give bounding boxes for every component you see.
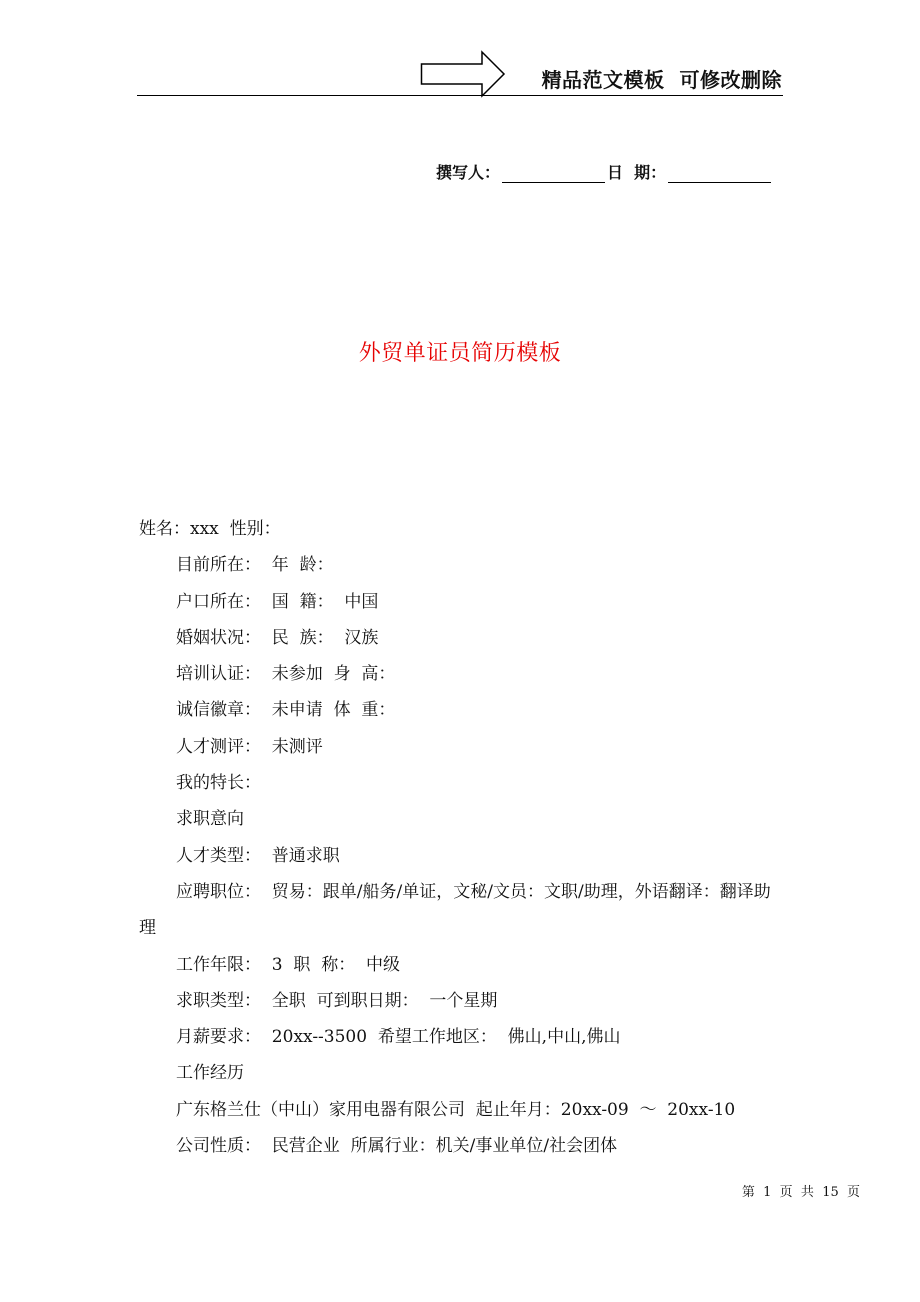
header-rule xyxy=(137,95,783,96)
resume-line: 人才测评： 未测评 xyxy=(176,736,323,757)
resume-line: 我的特长： xyxy=(176,773,261,794)
resume-line: 广东格兰仕（中山）家用电器有限公司 起止年月：20xx-09 ～ 20xx-10 xyxy=(176,1099,736,1120)
resume-line: 人才类型： 普通求职 xyxy=(176,845,340,866)
document-title: 外贸单证员简历模板 xyxy=(358,341,562,366)
arrow-icon xyxy=(420,50,506,98)
section-heading: 求职意向 xyxy=(176,809,244,830)
resume-line: 目前所在： 年 龄： xyxy=(176,555,334,576)
resume-line: 婚姻状况： 民 族： 汉族 xyxy=(176,627,379,648)
resume-line: 求职类型： 全职 可到职日期： 一个星期 xyxy=(176,990,498,1011)
resume-line: 姓名：xxx 性别： xyxy=(139,519,281,539)
resume-line: 工作年限： 3 职 称： 中级 xyxy=(176,954,401,975)
author-label: 撰写人： xyxy=(436,163,501,182)
resume-line: 户口所在： 国 籍： 中国 xyxy=(176,591,379,612)
resume-line: 应聘职位： 贸易：跟单/船务/单证，文秘/文员：文职/助理，外语翻译：翻译助理 xyxy=(139,881,771,939)
resume-line: 月薪要求： 20xx--3500 希望工作地区： 佛山,中山,佛山 xyxy=(176,1027,621,1048)
date-blank xyxy=(668,164,771,183)
header-banner: 精品范文模板 可修改删除 xyxy=(541,68,782,92)
resume-line: 诚信徽章： 未申请 体 重： xyxy=(176,700,396,721)
page-number: 第 1 页 共 15 页 xyxy=(741,1185,860,1200)
date-label: 日 期： xyxy=(607,163,667,182)
author-date-line xyxy=(436,160,773,183)
resume-line: 培训认证： 未参加 身 高： xyxy=(176,664,396,685)
author-blank xyxy=(502,164,605,183)
resume-body xyxy=(139,511,784,1164)
resume-line: 公司性质： 民营企业 所属行业：机关/事业单位/社会团体 xyxy=(176,1136,618,1157)
section-heading: 工作经历 xyxy=(176,1063,244,1084)
